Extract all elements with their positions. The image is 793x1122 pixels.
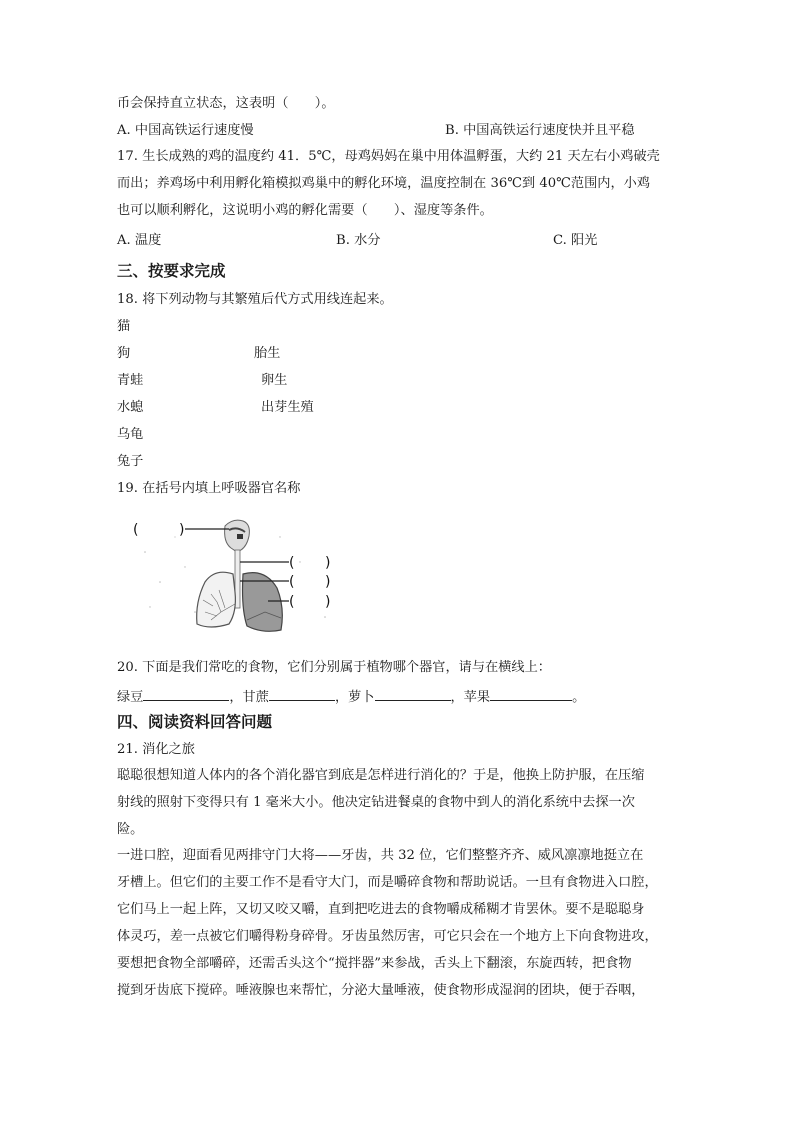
q18-title: 18. 将下列动物与其繁殖后代方式用线连起来。 [117,292,393,307]
q21-passage-line: 要想把食物全部嚼碎，还需舌头这个“搅拌器”来参战，舌头上下翻滚，东旋西转，把食物 [117,956,632,971]
q21-passage-line: 聪聪很想知道人体内的各个消化器官到底是怎样进行消化的？于是，他换上防护服，在压缩 [117,768,645,783]
q18-animal: 猫 [117,319,131,334]
q21-passage-line: 它们马上一起上阵，又切又咬又嚼，直到把吃进去的食物嚼成稀糊才肯罢休。要不是聪聪身 [117,902,645,917]
bracket-label-lung: ( [289,594,295,610]
q18-method: 胎生 [254,346,281,361]
q20-item: 绿豆 [117,690,144,705]
q20-title: 20. 下面是我们常吃的食物，它们分别属于植物哪个器官，请与在横线上： [117,660,551,675]
bracket-label-nose: ( [133,522,139,538]
bracket-label-bronchus: ( [289,574,295,590]
lungs-illustration [125,512,355,632]
q20-item: ，苹果 [450,690,491,705]
q17-stem-line-1: 17. 生长成熟的鸡的温度约 41．5℃，母鸡妈妈在巢中用体温孵蛋，大约 21 天左右小鸡破壳 [117,149,660,164]
answer-blank[interactable] [490,686,572,701]
q17-stem-line-2: 而出；养鸡场中利用孵化箱模拟鸡巢中的孵化环境，温度控制在 36℃到 40℃范围内，小鸡 [117,176,651,191]
q18-animal: 兔子 [117,454,144,469]
q20-item: ，甘蔗 [229,690,269,705]
q16-option-a: A. 中国高铁运行速度慢 [117,123,254,138]
q21-passage-line: 险。 [117,822,144,837]
svg-text:): ) [325,555,331,571]
bracket-label-trachea: ( [289,555,295,571]
q17-option-c: C. 阳光 [553,233,598,248]
answer-blank[interactable] [143,686,229,701]
answer-blank[interactable] [269,686,335,701]
q17-option-a: A. 温度 [117,233,162,248]
q21-passage-line: 射线的照射下变得只有 1 毫米大小。他决定钻进餐桌的食物中到人的消化系统中去探一次 [117,795,635,810]
q20-fill-line [117,686,585,707]
svg-text:): ) [179,522,185,538]
q21-passage-line: 体灵巧，差一点被它们嚼得粉身碎骨。牙齿虽然厉害，可它只会在一个地方上下向食物进攻， [117,929,658,944]
q17-stem-line-3: 也可以顺利孵化，这说明小鸡的孵化需要（ ）、湿度等条件。 [117,203,493,218]
q21-passage-line: 一进口腔，迎面看见两排守门大将——牙齿，共 32 位，它们整整齐齐、威风凛凛地挺立在 [117,848,644,863]
svg-text:): ) [325,594,331,610]
svg-text:): ) [325,574,331,590]
section-4-heading: 四、阅读资料回答问题 [117,713,273,731]
q20-item: ，萝卜 [334,690,375,705]
q18-animal: 乌龟 [117,427,144,442]
q16-stem-continuation: 币会保持直立状态，这表明（ ）。 [117,96,335,111]
q19-title: 19. 在括号内填上呼吸器官名称 [117,481,301,496]
q18-animal: 狗 [117,346,131,361]
q16-option-b: B. 中国高铁运行速度快并且平稳 [445,123,635,138]
q18-animal: 水螅 [117,400,144,415]
q21-passage-line: 牙槽上。但它们的主要工作不是看守大门，而是嚼碎食物和帮助说话。一旦有食物进入口腔， [117,875,658,890]
answer-blank[interactable] [375,686,451,701]
q20-item: 。 [572,690,586,705]
q18-method: 出芽生殖 [261,400,314,415]
q18-animal: 青蛙 [117,373,144,388]
q17-option-b: B. 水分 [336,233,381,248]
respiratory-system-diagram [125,512,355,632]
q21-title: 21. 消化之旅 [117,742,195,757]
q21-passage-line: 搅到牙齿底下搅碎。唾液腺也来帮忙，分泌大量唾液，使食物形成湿润的团块，便于吞咽， [117,983,645,998]
section-3-heading: 三、按要求完成 [117,262,226,280]
q18-method: 卵生 [261,373,288,388]
